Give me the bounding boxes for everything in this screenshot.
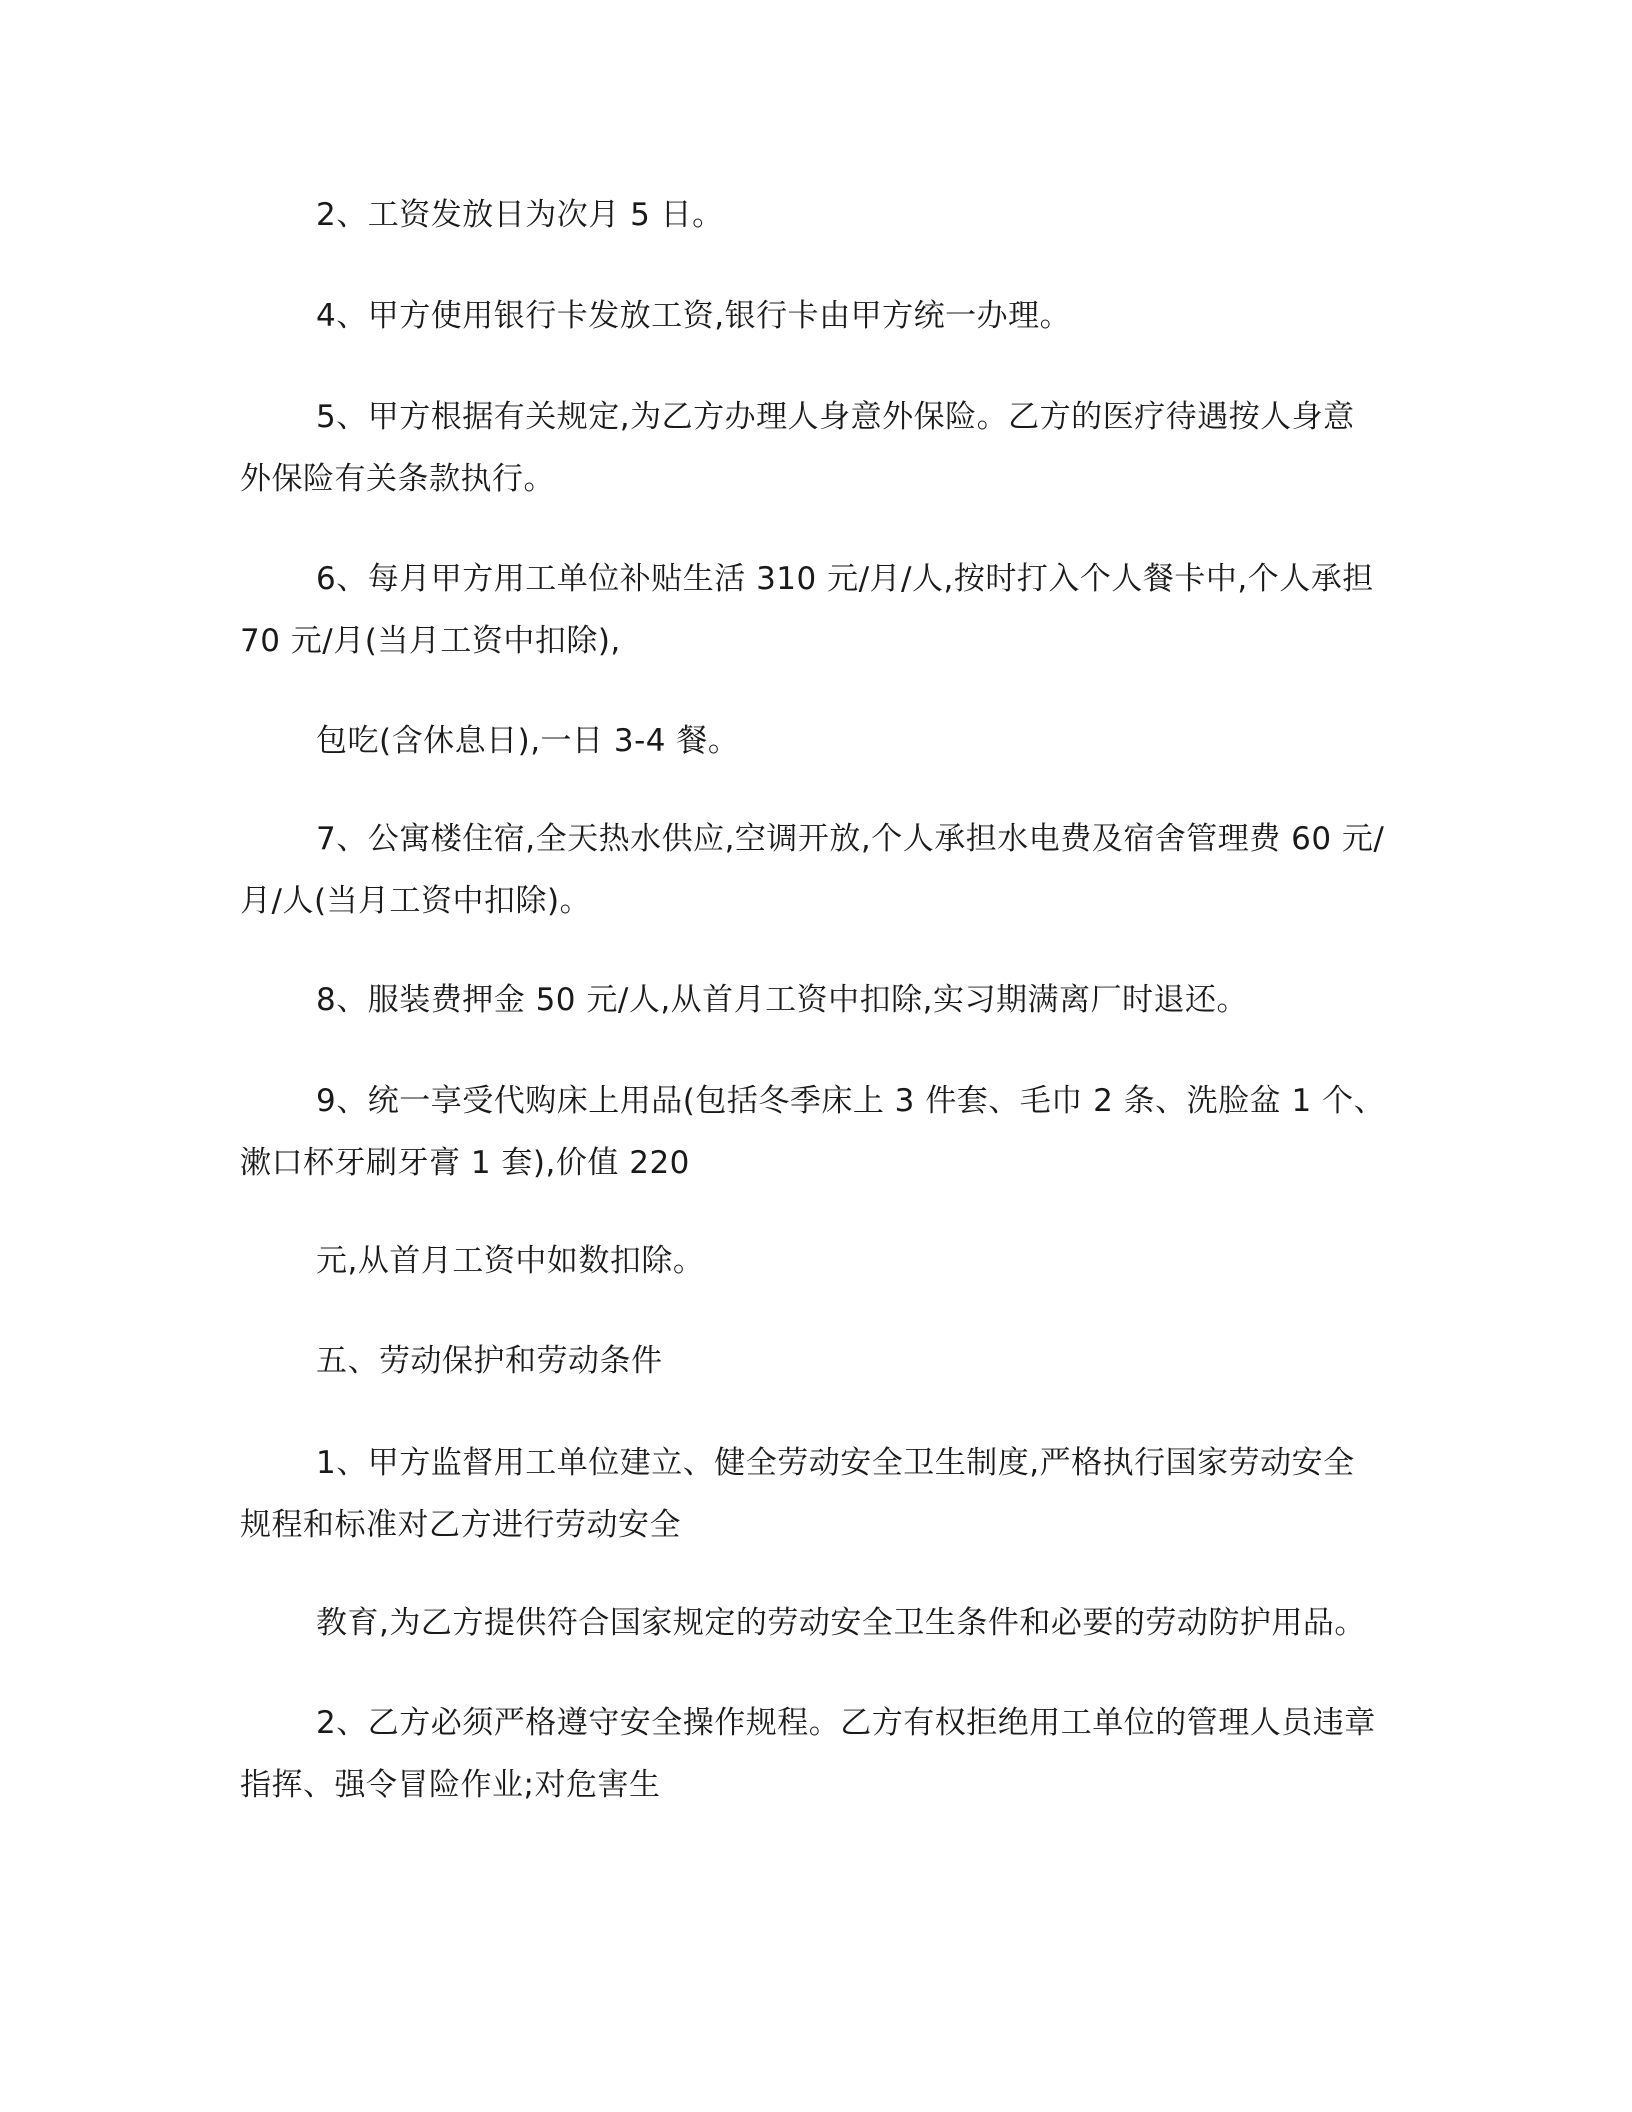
paragraph-line: 月/人(当月工资中扣除)。 — [240, 883, 592, 919]
paragraph-safety-system — [240, 1432, 1405, 1556]
section-heading-labor-protection — [240, 1330, 1405, 1392]
paragraph-line: 7、公寓楼住宿,全天热水供应,空调开放,个人承担水电费及宿舍管理费 60 元/ — [316, 821, 1385, 857]
paragraph-line: 5、甲方根据有关规定,为乙方办理人身意外保险。乙方的医疗待遇按人身意 — [316, 399, 1355, 435]
paragraph-line: 包吃(含休息日),一日 3-4 餐。 — [316, 723, 740, 759]
paragraph-line: 1、甲方监督用工单位建立、健全劳动安全卫生制度,严格执行国家劳动安全 — [316, 1445, 1355, 1481]
paragraph-line: 4、甲方使用银行卡发放工资,银行卡由甲方统一办理。 — [316, 298, 1072, 334]
paragraph-operating-rules — [240, 1692, 1405, 1816]
paragraph-line: 9、统一享受代购床上用品(包括冬季床上 3 件套、毛巾 2 条、洗脸盆 1 个、 — [316, 1083, 1386, 1119]
paragraph-accommodation — [240, 808, 1405, 932]
paragraph-bank-card — [240, 285, 1405, 347]
paragraph-line: 五、劳动保护和劳动条件 — [316, 1343, 663, 1379]
paragraph-line: 8、服装费押金 50 元/人,从首月工资中扣除,实习期满离厂时退还。 — [316, 982, 1249, 1018]
paragraph-bedding-deduction — [240, 1230, 1405, 1292]
paragraph-line: 2、工资发放日为次月 5 日。 — [316, 197, 724, 233]
paragraph-line: 6、每月甲方用工单位补贴生活 310 元/月/人,按时打入个人餐卡中,个人承担 — [316, 561, 1374, 597]
paragraph-meal-subsidy — [240, 548, 1405, 672]
paragraph-safety-education — [240, 1592, 1405, 1654]
paragraph-accident-insurance — [240, 386, 1405, 510]
paragraph-line: 外保险有关条款执行。 — [240, 461, 555, 497]
paragraph-bedding — [240, 1070, 1405, 1194]
paragraph-salary-date — [240, 184, 1405, 246]
paragraph-line: 70 元/月(当月工资中扣除), — [240, 623, 621, 659]
paragraph-line: 教育,为乙方提供符合国家规定的劳动安全卫生条件和必要的劳动防护用品。 — [316, 1605, 1366, 1641]
paragraph-line: 元,从首月工资中如数扣除。 — [316, 1243, 705, 1279]
paragraph-line: 指挥、强令冒险作业;对危害生 — [240, 1767, 661, 1803]
paragraph-line: 规程和标准对乙方进行劳动安全 — [240, 1507, 681, 1543]
paragraph-meals — [240, 710, 1405, 772]
paragraph-line: 2、乙方必须严格遵守安全操作规程。乙方有权拒绝用工单位的管理人员违章 — [316, 1705, 1376, 1741]
paragraph-uniform-deposit — [240, 969, 1405, 1031]
paragraph-line: 漱口杯牙刷牙膏 1 套),价值 220 — [240, 1145, 690, 1181]
